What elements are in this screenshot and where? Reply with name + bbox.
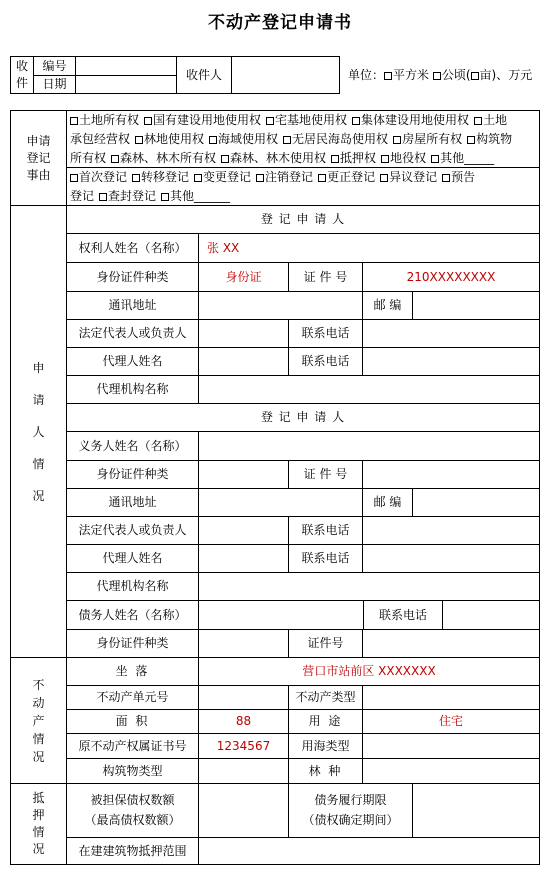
checkbox-option-label: 集体建设用地使用权 — [361, 113, 470, 127]
cert-label: 原不动产权属证书号 — [66, 733, 199, 759]
debtor-name-label: 债务人姓名（名称） — [66, 600, 199, 630]
checkbox-icon[interactable] — [431, 155, 439, 163]
scope-field[interactable] — [198, 837, 540, 865]
checkbox-option-label: 登记 — [70, 189, 95, 203]
checkbox-icon[interactable] — [161, 193, 169, 201]
debt-amount-label — [66, 783, 199, 838]
obligor-postcode-field[interactable] — [412, 488, 540, 517]
checkbox-option-label: 其他______ — [170, 189, 231, 203]
obligor-agency-label: 代理机构名称 — [66, 572, 199, 601]
obligor-name-label: 义务人姓名（名称） — [66, 431, 199, 461]
obligor-agent-field[interactable] — [198, 544, 289, 573]
obligor-address-field[interactable] — [198, 488, 363, 517]
reason-label — [10, 110, 67, 206]
unit-option: 公顷( — [441, 68, 471, 82]
checkbox-option[interactable] — [266, 113, 347, 127]
checkbox-option-label: 房屋所有权 — [402, 132, 463, 146]
forest-type-field[interactable] — [362, 758, 540, 784]
id-type-label: 身份证件种类 — [66, 262, 199, 292]
obligor-id-no-label: 证 件 号 — [288, 460, 363, 489]
debtor-id-type-label: 身份证件种类 — [66, 629, 199, 658]
rights-lines — [66, 111, 540, 168]
checkbox-option-label: 预告 — [451, 170, 476, 184]
checkbox-line — [66, 187, 540, 206]
checkbox-option-label: 首次登记 — [79, 170, 128, 184]
checkbox-option-label: 承包经营权 — [70, 132, 131, 146]
obligor-postcode-label: 邮 编 — [362, 488, 413, 517]
unit-no-field[interactable] — [198, 685, 289, 710]
receive-label — [10, 56, 34, 94]
checkbox-icon[interactable] — [132, 174, 140, 182]
debt-period-field[interactable] — [412, 783, 540, 838]
checkbox-icon[interactable] — [70, 174, 78, 182]
reason-label-text: 申请登记事由 — [26, 133, 51, 182]
checkbox-option[interactable] — [352, 113, 469, 127]
checkbox-option-label: 构筑物 — [476, 132, 513, 146]
use-value[interactable]: 住宅 — [362, 709, 540, 734]
checkbox-option-label: 地役权 — [390, 151, 427, 165]
debt-amount-label-1: 被担保债权数额 — [90, 793, 175, 807]
checkbox-option-label: 土地 — [483, 113, 508, 127]
checkbox-option[interactable] — [393, 132, 462, 146]
receive-text: 收件 — [15, 59, 28, 90]
checkbox-icon[interactable] — [433, 72, 441, 80]
use-label: 用 途 — [288, 709, 363, 734]
applicant-side-label — [10, 205, 67, 658]
checkbox-option-label: 变更登记 — [203, 170, 252, 184]
checkbox-option-label: 森林、林木使用权 — [230, 151, 327, 165]
page-title: 不动产登记申请书 — [208, 13, 352, 33]
address-field[interactable] — [198, 291, 363, 320]
area-label: 面 积 — [66, 709, 199, 734]
checkbox-option[interactable] — [99, 189, 156, 203]
checkbox-option-label: 查封登记 — [108, 189, 157, 203]
checkbox-icon[interactable] — [474, 117, 482, 125]
checkbox-icon[interactable] — [221, 155, 229, 163]
unit-option: 平方米 — [393, 68, 430, 82]
checkbox-icon[interactable] — [111, 155, 119, 163]
scope-label: 在建建筑物抵押范围 — [66, 837, 199, 865]
phone-label: 联系电话 — [288, 319, 363, 348]
checkbox-icon[interactable] — [442, 174, 450, 182]
obligor-name-field[interactable] — [198, 431, 540, 461]
checkbox-option[interactable] — [331, 151, 376, 165]
checkbox-icon[interactable] — [352, 117, 360, 125]
checkbox-option[interactable] — [221, 151, 326, 165]
structure-type-label: 构筑物类型 — [66, 758, 199, 784]
checkbox-option[interactable] — [474, 113, 507, 127]
id-no-label: 证 件 号 — [288, 262, 363, 292]
checkbox-icon[interactable] — [331, 155, 339, 163]
checkbox-option-label: 转移登记 — [141, 170, 190, 184]
checkbox-option[interactable] — [381, 151, 426, 165]
obligor-address-label: 通讯地址 — [66, 488, 199, 517]
checkbox-icon[interactable] — [99, 193, 107, 201]
checkbox-option[interactable] — [70, 189, 94, 203]
receiver-field[interactable] — [231, 56, 340, 94]
checkbox-icon[interactable] — [144, 117, 152, 125]
checkbox-option[interactable] — [442, 170, 475, 184]
checkbox-line — [66, 168, 540, 187]
structure-type-field[interactable] — [198, 758, 289, 784]
checkbox-icon[interactable] — [194, 174, 202, 182]
obligor-legal-rep-label: 法定代表人或负责人 — [66, 516, 199, 545]
unit-text: 单位： — [348, 68, 385, 82]
agent-phone-label: 联系电话 — [288, 347, 363, 376]
checkbox-option-label: 无居民海岛使用权 — [292, 132, 389, 146]
obligor-agent-label: 代理人姓名 — [66, 544, 199, 573]
checkbox-option-label: 森林、林木所有权 — [120, 151, 217, 165]
right-name-value[interactable]: 张 XX — [198, 233, 540, 263]
debtor-phone-label: 联系电话 — [363, 600, 443, 630]
right-id-type-value[interactable]: 身份证 — [198, 262, 289, 292]
area-value[interactable]: 88 — [198, 709, 289, 734]
checkbox-option[interactable] — [256, 170, 313, 184]
checkbox-option-label: 更正登记 — [327, 170, 376, 184]
checkbox-icon[interactable] — [266, 117, 274, 125]
right-holder-header: 登 记 申 请 人 — [66, 205, 540, 234]
checkbox-option-label: 林地使用权 — [144, 132, 205, 146]
checkbox-line — [66, 149, 540, 168]
checkbox-option[interactable] — [467, 132, 512, 146]
checkbox-option[interactable] — [70, 132, 130, 146]
checkbox-line — [66, 130, 540, 149]
location-label: 坐 落 — [66, 657, 199, 686]
obligor-agent-phone-label: 联系电话 — [288, 544, 363, 573]
checkbox-option[interactable] — [111, 151, 216, 165]
location-value[interactable]: 营口市站前区 XXXXXXX — [198, 657, 540, 686]
checkbox-option[interactable] — [209, 132, 278, 146]
obligor-phone-field[interactable] — [362, 516, 540, 545]
date-field[interactable] — [75, 75, 177, 94]
postcode-label: 邮 编 — [362, 291, 413, 320]
checkbox-option[interactable] — [380, 170, 437, 184]
checkbox-icon[interactable] — [256, 174, 264, 182]
debt-amount-field[interactable] — [198, 783, 289, 838]
checkbox-option[interactable] — [431, 151, 494, 165]
receiver-label: 收件人 — [176, 56, 232, 94]
postcode-field[interactable] — [412, 291, 540, 320]
checkbox-icon[interactable] — [283, 136, 291, 144]
checkbox-option-label: 土地所有权 — [79, 113, 140, 127]
checkbox-icon[interactable] — [318, 174, 326, 182]
checkbox-line — [66, 111, 540, 130]
cert-value[interactable]: 1234567 — [198, 733, 289, 759]
unit-line — [348, 64, 532, 86]
agent-field[interactable] — [198, 347, 289, 376]
applicant-side-text: 申请人情况 — [32, 360, 45, 503]
sea-type-field[interactable] — [362, 733, 540, 759]
mortgage-side-text: 抵押情况 — [32, 791, 45, 856]
agent-label: 代理人姓名 — [66, 347, 199, 376]
checkbox-option-label: 其他_____ — [440, 151, 495, 165]
property-type-field[interactable] — [362, 685, 540, 710]
checkbox-icon[interactable] — [209, 136, 217, 144]
checkbox-option-label: 抵押权 — [340, 151, 377, 165]
obligor-phone-label: 联系电话 — [288, 516, 363, 545]
checkbox-option[interactable] — [194, 170, 251, 184]
checkbox-option-label: 注销登记 — [265, 170, 314, 184]
right-name-label: 权利人姓名（名称） — [66, 233, 199, 263]
agency-label: 代理机构名称 — [66, 375, 199, 404]
agent-phone-field[interactable] — [362, 347, 540, 376]
checkbox-option-label: 海域使用权 — [218, 132, 279, 146]
checkbox-option[interactable] — [318, 170, 375, 184]
debtor-id-type-field[interactable] — [198, 629, 289, 658]
checkbox-icon[interactable] — [467, 136, 475, 144]
checkbox-icon[interactable] — [135, 136, 143, 144]
checkbox-option-label: 异议登记 — [389, 170, 438, 184]
right-id-no-value[interactable]: 210XXXXXXXX — [362, 262, 540, 292]
type-lines — [66, 168, 540, 206]
checkbox-icon[interactable] — [471, 72, 479, 80]
obligor-id-type-field[interactable] — [198, 460, 289, 489]
obligor-agent-phone-field[interactable] — [362, 544, 540, 573]
debtor-phone-field[interactable] — [442, 600, 540, 630]
debt-amount-label-2: （最高债权数额） — [84, 813, 181, 827]
checkbox-icon[interactable] — [380, 174, 388, 182]
checkbox-option-label: 宅基地使用权 — [275, 113, 348, 127]
legal-rep-field[interactable] — [198, 319, 289, 348]
checkbox-option-label: 所有权 — [70, 151, 107, 165]
phone-field[interactable] — [362, 319, 540, 348]
debt-period-label-2: （债权确定期间） — [302, 813, 399, 827]
checkbox-icon[interactable] — [384, 72, 392, 80]
checkbox-option[interactable] — [283, 132, 388, 146]
debtor-id-no-label: 证件号 — [288, 629, 363, 658]
checkbox-option[interactable] — [70, 151, 106, 165]
address-label: 通讯地址 — [66, 291, 199, 320]
property-side-text: 不动产情况 — [32, 677, 45, 764]
checkbox-icon[interactable] — [381, 155, 389, 163]
checkbox-option[interactable] — [70, 113, 139, 127]
property-type-label: 不动产类型 — [288, 685, 363, 710]
checkbox-icon[interactable] — [393, 136, 401, 144]
unit-no-label: 不动产单元号 — [66, 685, 199, 710]
property-side-label — [10, 657, 67, 784]
date-label: 日期 — [33, 75, 76, 94]
obligor-id-type-label: 身份证件种类 — [66, 460, 199, 489]
debtor-name-field[interactable] — [198, 600, 364, 630]
checkbox-option-label: 国有建设用地使用权 — [153, 113, 262, 127]
forest-type-label: 林 种 — [288, 758, 363, 784]
agency-field[interactable] — [198, 375, 540, 404]
obligor-legal-rep-field[interactable] — [198, 516, 289, 545]
obligor-id-no-field[interactable] — [362, 460, 540, 489]
legal-rep-label: 法定代表人或负责人 — [66, 319, 199, 348]
checkbox-icon[interactable] — [70, 117, 78, 125]
unit-option: 亩)、万元 — [479, 68, 533, 82]
obligor-header: 登 记 申 请 人 — [66, 403, 540, 432]
debt-period-label-1: 债务履行期限 — [314, 793, 387, 807]
checkbox-option[interactable] — [144, 113, 261, 127]
mortgage-side-label — [10, 783, 67, 865]
number-label: 编号 — [33, 56, 76, 76]
number-field[interactable] — [75, 56, 177, 76]
checkbox-option[interactable] — [70, 170, 127, 184]
checkbox-option[interactable] — [161, 189, 230, 203]
debt-period-label — [288, 783, 413, 838]
checkbox-option[interactable] — [132, 170, 189, 184]
debtor-id-no-field[interactable] — [362, 629, 540, 658]
sea-type-label: 用海类型 — [288, 733, 363, 759]
obligor-agency-field[interactable] — [198, 572, 540, 601]
checkbox-option[interactable] — [135, 132, 204, 146]
